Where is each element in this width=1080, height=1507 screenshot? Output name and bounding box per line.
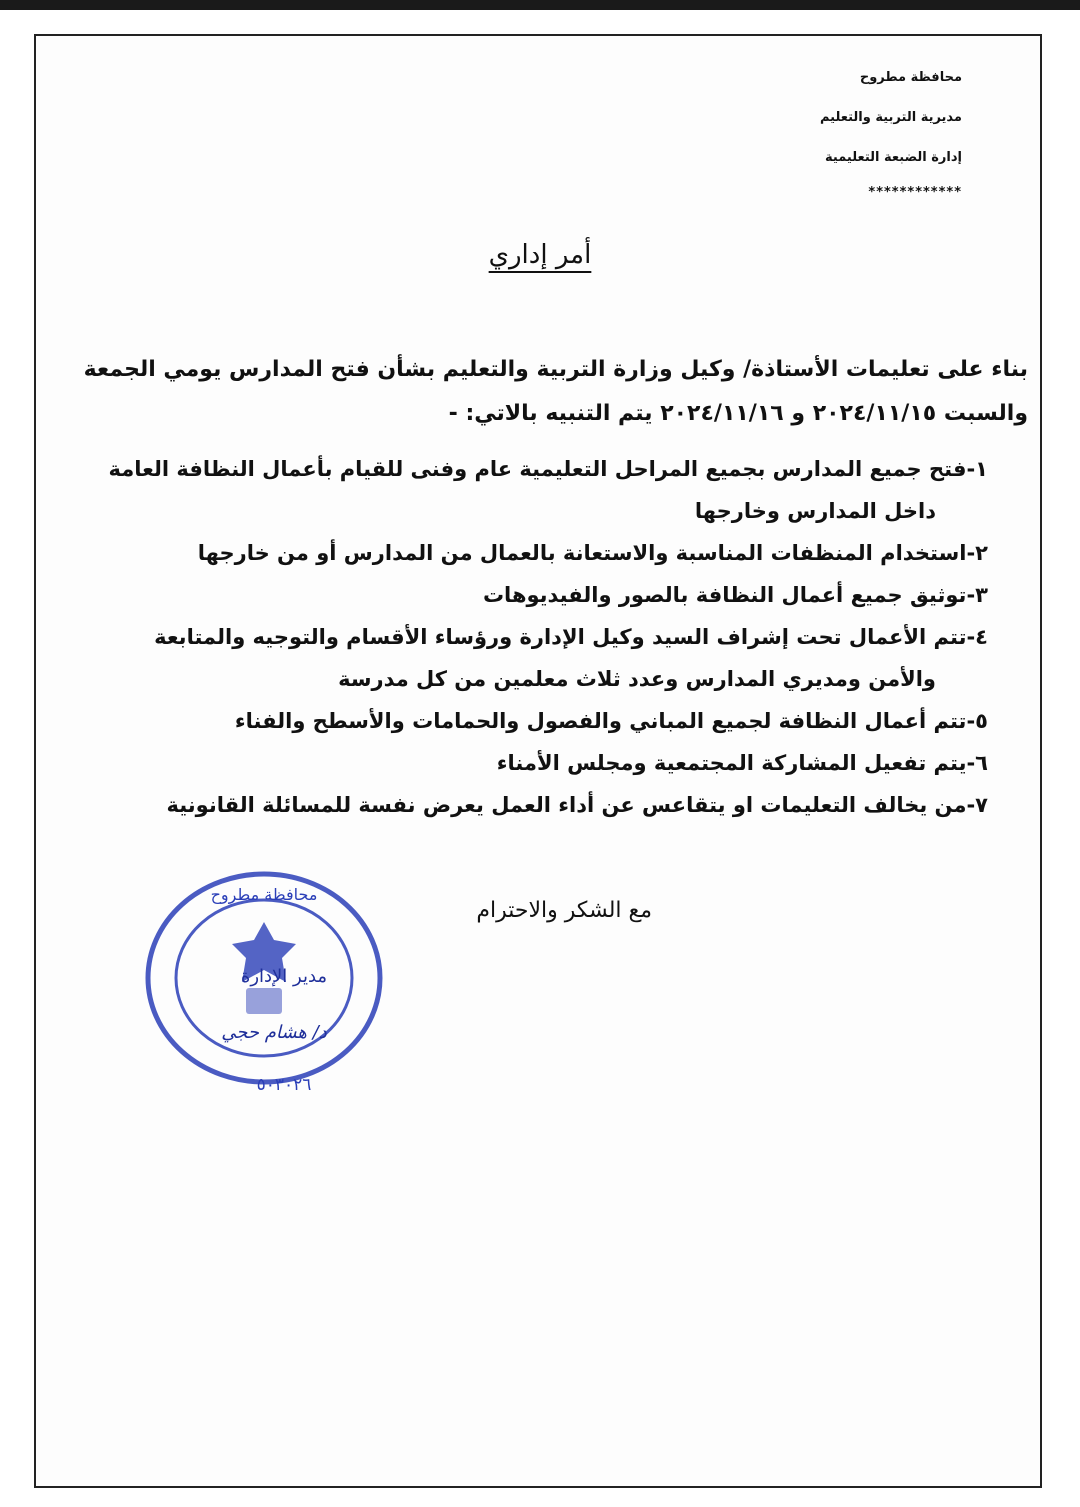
- list-item: ١-فتح جميع المدارس بجميع المراحل التعليمية عام وفنى للقيام بأعمال النظافة العامة: [108, 457, 988, 481]
- list-item: ٣-توثيق جميع أعمال النظافة بالصور والفيديوهات: [482, 583, 988, 607]
- directorate-name: مديرية التربية والتعليم: [819, 110, 962, 125]
- letterhead: [722, 58, 962, 208]
- list-item: ٦-يتم تفعيل المشاركة المجتمعية ومجلس الأمناء: [496, 751, 988, 775]
- list-item-continuation: داخل المدارس وخارجها: [694, 499, 936, 523]
- intro-line: والسبت ٢٠٢٤/١١/١٥ و ٢٠٢٤/١١/١٦ يتم التنبيه بالاتي: -: [448, 401, 1028, 426]
- list-item: ٤-تتم الأعمال تحت إشراف السيد وكيل الإدارة ورؤساء الأقسام والتوجيه والمتابعة: [154, 625, 988, 649]
- document-title: أمر إداري: [488, 240, 592, 270]
- instructions-list: [38, 448, 988, 826]
- top-dark-band: [0, 0, 1080, 10]
- official-stamp: [134, 860, 394, 1110]
- stamp-ring-text: محافظة مطروح: [210, 885, 318, 904]
- list-item: ٧-من يخالف التعليمات او يتقاعس عن أداء العمل يعرض نفسة للمسائلة القانونية: [166, 793, 988, 817]
- stamp-number: ٥٠٣٠٢٦: [256, 1075, 312, 1095]
- list-item: ٥-تتم أعمال النظافة لجميع المباني والفصول والحمامات والأسطح والفناء: [234, 709, 988, 733]
- closing-salutation: مع الشكر والاحترام: [476, 898, 652, 923]
- list-item-continuation: والأمن ومديري المدارس وعدد ثلاث معلمين من كل مدرسة: [338, 667, 936, 691]
- stamp-signature: د/ هشام حجي: [221, 1022, 327, 1043]
- intro-line: بناء على تعليمات الأستاذة/ وكيل وزارة التربية والتعليم بشأن فتح المدارس يومي الجمعة: [83, 357, 1028, 382]
- intro-paragraph: [42, 348, 1028, 436]
- administration-name: إدارة الضبعة التعليمية: [825, 150, 962, 165]
- stamp-center-text: مدير الإدارة: [240, 966, 328, 987]
- list-item: ٢-استخدام المنظفات المناسبة والاستعانة بالعمال من المدارس أو من خارجها: [197, 541, 988, 565]
- header-separator: ************: [868, 185, 962, 200]
- governorate-name: محافظة مطروح: [859, 70, 962, 85]
